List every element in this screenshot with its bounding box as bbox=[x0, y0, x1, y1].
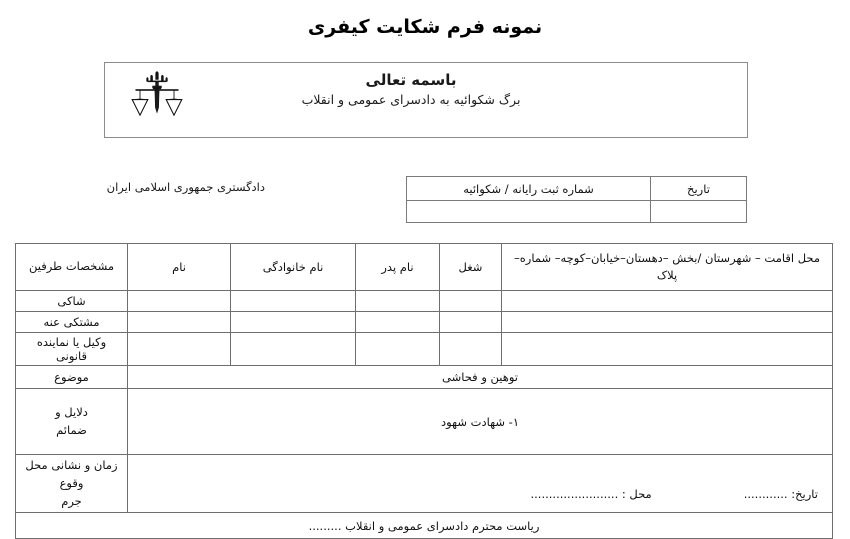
evidence-label-line2: ضمائم bbox=[56, 422, 87, 437]
row-label-attorney: وکیل یا نماینده قانونی bbox=[16, 333, 128, 366]
attorney-job[interactable] bbox=[440, 333, 502, 366]
row-label-subject: موضوع bbox=[16, 366, 128, 389]
table-row bbox=[16, 291, 833, 312]
row-label-complainant: شاکی bbox=[16, 291, 128, 312]
subject-value[interactable]: توهین و فحاشی bbox=[128, 366, 833, 389]
complainant-job[interactable] bbox=[440, 291, 502, 312]
table-header-row bbox=[16, 244, 833, 291]
registration-header-row bbox=[407, 177, 747, 201]
judiciary-scales-emblem bbox=[127, 69, 187, 127]
attorney-family[interactable] bbox=[231, 333, 356, 366]
column-header-parties: مشخصات طرفین bbox=[16, 244, 128, 291]
complaint-form-table bbox=[15, 243, 833, 539]
evidence-row bbox=[16, 389, 833, 455]
header-subtitle: برگ شکوائیه به دادسرای عمومی و انقلاب bbox=[301, 92, 521, 108]
registration-number-value[interactable] bbox=[407, 201, 651, 223]
attorney-father[interactable] bbox=[356, 333, 440, 366]
complainant-family[interactable] bbox=[231, 291, 356, 312]
evidence-label-line1: دلایل و bbox=[55, 404, 88, 419]
table-row bbox=[16, 312, 833, 333]
registration-table bbox=[406, 176, 747, 223]
registration-date-label: تاریخ bbox=[651, 177, 747, 201]
accused-family[interactable] bbox=[231, 312, 356, 333]
accused-father[interactable] bbox=[356, 312, 440, 333]
crime-place-label-line1: زمان و نشانی محل وقوع bbox=[25, 458, 118, 490]
column-header-address: محل اقامت – شهرستان /بخش –دهستان–خیابان–کوچه– شماره– پلاک bbox=[502, 244, 833, 291]
column-header-father: نام پدر bbox=[356, 244, 440, 291]
crime-place-row bbox=[16, 455, 833, 513]
header-text-block bbox=[105, 70, 747, 109]
attorney-address[interactable] bbox=[502, 333, 833, 366]
addressee-row bbox=[16, 513, 833, 539]
attorney-name[interactable] bbox=[128, 333, 231, 366]
ministry-caption: دادگستری جمهوری اسلامی ایران bbox=[106, 180, 265, 194]
crime-place-fields bbox=[128, 455, 833, 513]
row-label-evidence bbox=[16, 389, 128, 455]
basmala-text: باسمه تعالی bbox=[365, 71, 457, 89]
crime-date-field[interactable]: تاریخ: ............ bbox=[743, 486, 818, 501]
accused-job[interactable] bbox=[440, 312, 502, 333]
column-header-job: شغل bbox=[440, 244, 502, 291]
table-row bbox=[16, 333, 833, 366]
evidence-value[interactable]: ۱- شهادت شهود bbox=[128, 389, 833, 455]
column-header-name: نام bbox=[128, 244, 231, 291]
crime-location-field[interactable]: محل : ........................ bbox=[530, 486, 652, 501]
accused-address[interactable] bbox=[502, 312, 833, 333]
column-header-family: نام خانوادگی bbox=[231, 244, 356, 291]
complainant-father[interactable] bbox=[356, 291, 440, 312]
header-box bbox=[104, 62, 748, 138]
complainant-address[interactable] bbox=[502, 291, 833, 312]
complainant-name[interactable] bbox=[128, 291, 231, 312]
row-label-crime-place bbox=[16, 455, 128, 513]
crime-place-label-line2: جرم bbox=[61, 493, 82, 508]
registration-date-value[interactable] bbox=[651, 201, 747, 223]
registration-value-row bbox=[407, 201, 747, 223]
addressee-text: ریاست محترم دادسرای عمومی و انقلاب ......... bbox=[16, 513, 833, 539]
page-title: نمونه فرم شکایت کیفری bbox=[307, 16, 543, 38]
row-label-accused: مشتکی عنه bbox=[16, 312, 128, 333]
accused-name[interactable] bbox=[128, 312, 231, 333]
registration-number-label: شماره ثبت رایانه / شکوائیه bbox=[407, 177, 651, 201]
subject-row bbox=[16, 366, 833, 389]
